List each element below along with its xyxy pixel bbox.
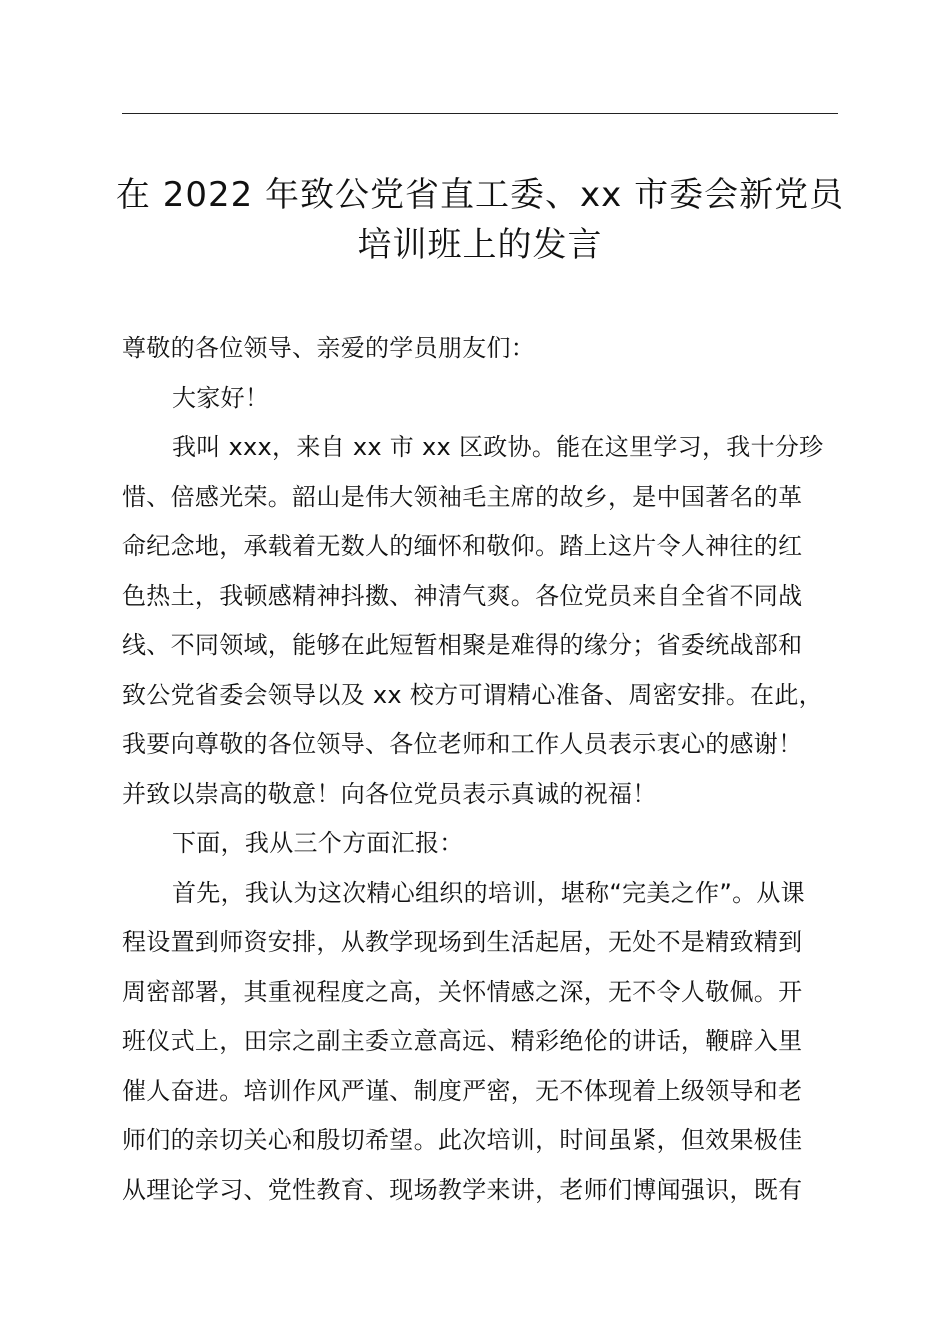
title-line-2: 培训班上的发言 xyxy=(357,225,603,265)
paragraph-line: 催人奋进。培训作风严谨、制度严密，无不体现着上级领导和老 xyxy=(122,1076,803,1105)
paragraph-line: 线、不同领域，能够在此短暂相聚是难得的缘分；省委统战部和 xyxy=(122,631,803,659)
paragraph-line: 师们的亲切关心和殷切希望。此次培训，时间虽紧，但效果极佳 xyxy=(122,1126,803,1154)
paragraph-line: 从理论学习、党性教育、现场教学来讲，老师们博闻强识，既有 xyxy=(122,1175,803,1204)
paragraph-line: 命纪念地，承载着无数人的缅怀和敬仰。踏上这片令人神往的红 xyxy=(122,532,803,560)
paragraph-line: 惜、倍感光荣。韶山是伟大领袖毛主席的故乡，是中国著名的革 xyxy=(122,482,803,511)
document-title xyxy=(100,170,860,270)
paragraph-line: 班仪式上，田宗之副主委立意高远、精彩绝伦的讲话，鞭辟入里 xyxy=(122,1027,803,1055)
paragraph-introduction xyxy=(122,423,844,819)
paragraph-line: 我叫 xxx，来自 xx 市 xx 区政协。能在这里学习，我十分珍 xyxy=(172,433,824,461)
paragraph-line: 我要向尊敬的各位领导、各位老师和工作人员表示衷心的感谢！ xyxy=(122,730,803,758)
document-body xyxy=(122,324,844,1215)
paragraph-first-point xyxy=(122,869,844,1216)
paragraph-line: 程设置到师资安排，从教学现场到生活起居，无处不是精致精到 xyxy=(122,928,803,956)
paragraph-outline: 下面，我从三个方面汇报： xyxy=(172,829,464,857)
header-rule xyxy=(122,113,838,114)
paragraph-line: 色热土，我顿感精神抖擞、神清气爽。各位党员来自全省不同战 xyxy=(122,581,803,610)
salutation: 尊敬的各位领导、亲爱的学员朋友们： xyxy=(122,334,536,362)
title-line-1: 在 2022 年致公党省直工委、xx 市委会新党员 xyxy=(115,175,845,215)
paragraph-line: 致公党省委会领导以及 xx 校方可谓精心准备、周密安排。在此， xyxy=(122,680,823,709)
paragraph-line: 周密部署，其重视程度之高，关怀情感之深，无不令人敬佩。开 xyxy=(122,977,803,1006)
greeting: 大家好！ xyxy=(172,383,270,412)
paragraph-line: 首先，我认为这次精心组织的培训，堪称“完美之作”。从课 xyxy=(172,878,805,907)
paragraph-line: 并致以崇高的敬意！向各位党员表示真诚的祝福！ xyxy=(122,779,657,808)
